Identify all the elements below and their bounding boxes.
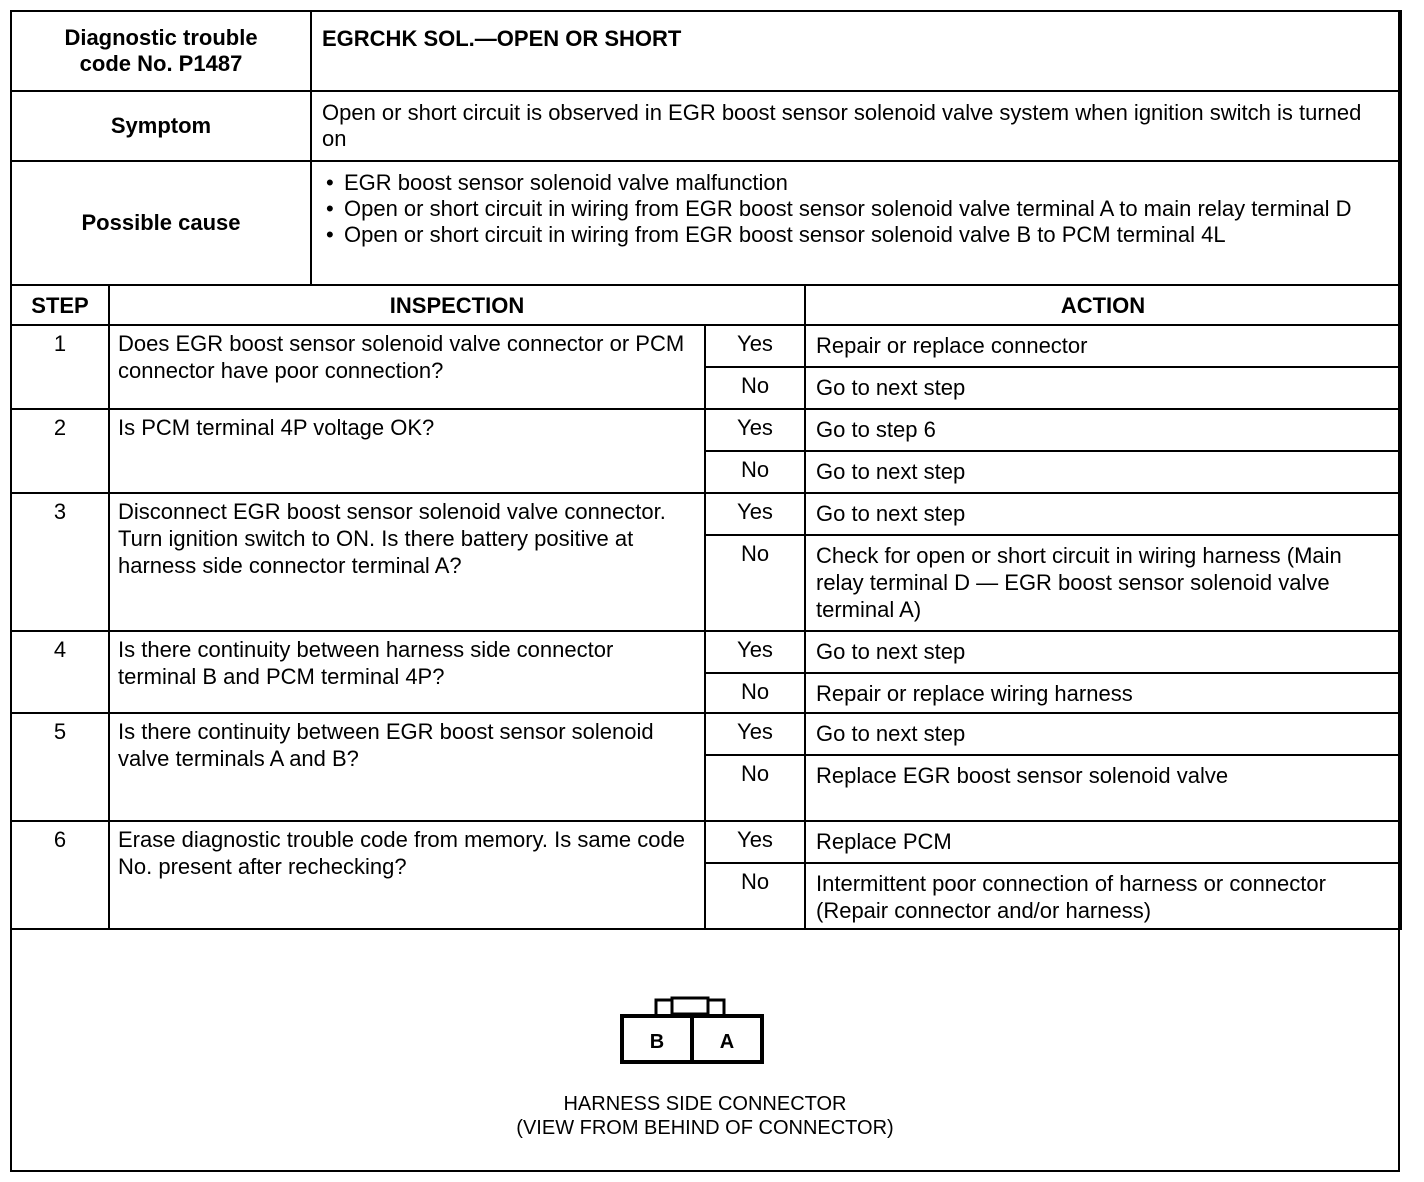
inspection-table (10, 284, 1402, 930)
yes-action: Repair or replace connector (805, 325, 1401, 367)
no-label: No (705, 863, 805, 929)
no-action: Check for open or short circuit in wiring harness (Main relay terminal D — EGR boost sensor solenoid valve terminal A) (805, 535, 1401, 631)
yes-action: Replace PCM (805, 821, 1401, 863)
step-inspection: Erase diagnostic trouble code from memory. Is same code No. present after rechecking? (109, 821, 705, 929)
yes-action: Go to next step (805, 493, 1401, 535)
no-action: Go to next step (805, 451, 1401, 493)
no-action: Replace EGR boost sensor solenoid valve (805, 755, 1401, 821)
step-inspection: Is there continuity between harness side connector terminal B and PCM terminal 4P? (109, 631, 705, 713)
no-action: Repair or replace wiring harness (805, 673, 1401, 713)
dtc-code-label: Diagnostic trouble code No. P1487 (11, 11, 311, 91)
yes-label: Yes (705, 493, 805, 535)
table-row (11, 713, 1401, 755)
no-label: No (705, 755, 805, 821)
harness-connector-icon (618, 996, 768, 1068)
diagram-caption-line2: (VIEW FROM BEHIND OF CONNECTOR) (516, 1117, 894, 1139)
col-inspection-header: INSPECTION (109, 285, 805, 325)
step-inspection: Is PCM terminal 4P voltage OK? (109, 409, 705, 493)
no-action: Go to next step (805, 367, 1401, 409)
no-label: No (705, 673, 805, 713)
step-number: 1 (11, 325, 109, 409)
col-step-header: STEP (11, 285, 109, 325)
no-action: Intermittent poor connection of harness or connector (Repair connector and/or harness) (805, 863, 1401, 929)
terminal-b-label: B (649, 1031, 665, 1053)
no-label: No (705, 367, 805, 409)
yes-label: Yes (705, 409, 805, 451)
possible-cause-list (311, 161, 1401, 285)
cause-item: • EGR boost sensor solenoid valve malfunction (322, 170, 1390, 196)
step-number: 5 (11, 713, 109, 821)
no-label: No (705, 535, 805, 631)
step-number: 4 (11, 631, 109, 713)
step-inspection: Disconnect EGR boost sensor solenoid valve connector. Turn ignition switch to ON. Is there battery positive at harness side connector terminal A? (109, 493, 705, 631)
step-inspection: Does EGR boost sensor solenoid valve connector or PCM connector have poor connection? (109, 325, 705, 409)
yes-action: Go to next step (805, 631, 1401, 673)
symptom-label: Symptom (11, 91, 311, 161)
cause-item: • Open or short circuit in wiring from EGR boost sensor solenoid valve B to PCM terminal 4L (322, 222, 1390, 248)
step-number: 6 (11, 821, 109, 929)
table-row (11, 493, 1401, 535)
connector-latch (672, 998, 708, 1014)
possible-cause-label: Possible cause (11, 161, 311, 285)
yes-action: Go to step 6 (805, 409, 1401, 451)
yes-label: Yes (705, 821, 805, 863)
table-row (11, 325, 1401, 367)
dtc-title: EGRCHK SOL.—OPEN OR SHORT (311, 11, 1401, 91)
terminal-a-label: A (719, 1031, 735, 1053)
yes-label: Yes (705, 631, 805, 673)
step-inspection: Is there continuity between EGR boost sensor solenoid valve terminals A and B? (109, 713, 705, 821)
cause-item: • Open or short circuit in wiring from EGR boost sensor solenoid valve terminal A to main relay terminal D (322, 196, 1390, 222)
table-row (11, 631, 1401, 673)
dtc-header-table (10, 10, 1402, 286)
yes-label: Yes (705, 325, 805, 367)
step-number: 2 (11, 409, 109, 493)
symptom-text: Open or short circuit is observed in EGR boost sensor solenoid valve system when ignition switch is turned on (311, 91, 1401, 161)
step-number: 3 (11, 493, 109, 631)
table-row (11, 409, 1401, 451)
diagram-caption-line1: HARNESS SIDE CONNECTOR (563, 1093, 847, 1115)
col-action-header: ACTION (805, 285, 1401, 325)
table-row (11, 821, 1401, 863)
no-label: No (705, 451, 805, 493)
connector-diagram (10, 930, 1400, 1170)
yes-label: Yes (705, 713, 805, 755)
yes-action: Go to next step (805, 713, 1401, 755)
